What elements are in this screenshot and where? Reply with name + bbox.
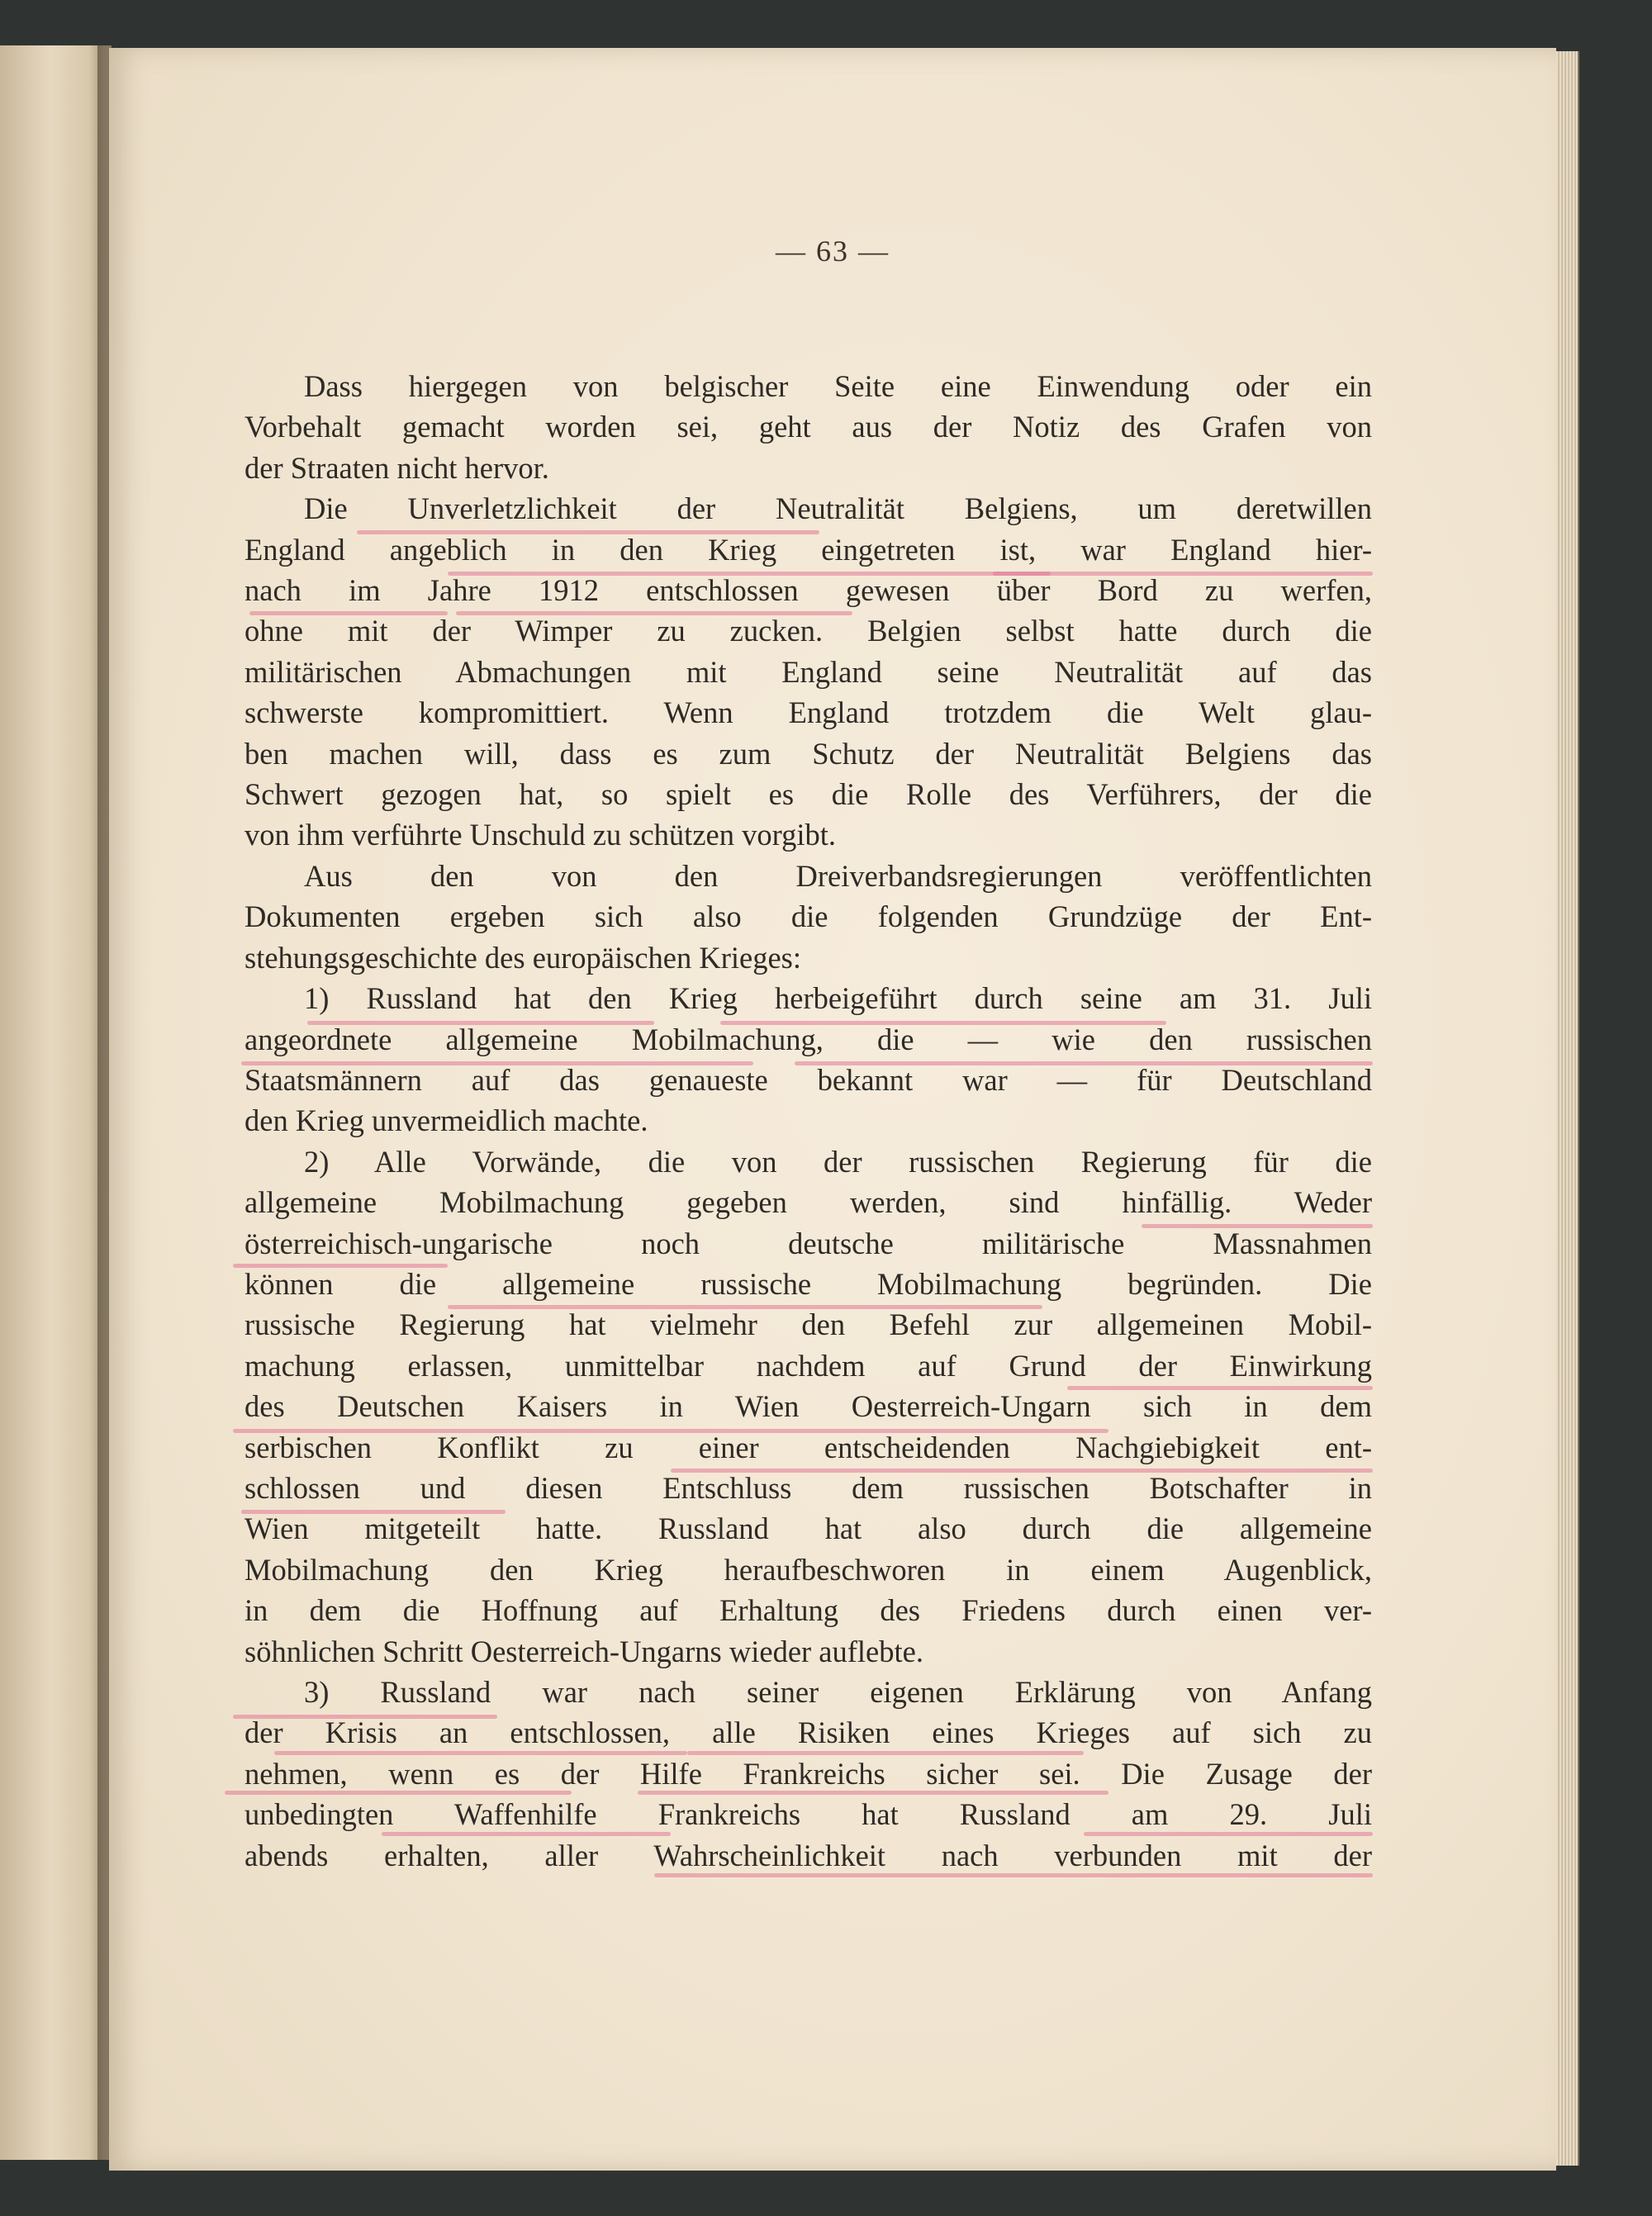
text-line: Die Unverletzlichkeit der Neutralität Belgiens, um deretwillen — [304, 491, 1372, 526]
text-line: England angeblich in den Krieg eingetreten ist, war England hier- — [244, 532, 1372, 567]
text-line: Staatsmännern auf das genaueste bekannt war — für Deutschland — [244, 1062, 1372, 1097]
text-line: Dokumenten ergeben sich also die folgenden Grundzüge der Ent- — [244, 899, 1372, 934]
text-line: Wien mitgeteilt hatte. Russland hat also durch die allgemeine — [244, 1511, 1372, 1546]
text-line: Aus den von den Dreiverbandsregierungen veröffentlichten — [304, 858, 1372, 893]
text-line: serbischen Konflikt zu einer entscheidenden Nachgiebigkeit ent- — [244, 1430, 1372, 1464]
text-line: söhnlichen Schritt Oesterreich-Ungarns wieder auflebte. — [244, 1634, 923, 1668]
text-line: Vorbehalt gemacht worden sei, geht aus der Notiz des Grafen von — [244, 410, 1372, 444]
text-line: nach im Jahre 1912 entschlossen gewesen über Bord zu werfen, — [244, 573, 1372, 608]
text-line: der Straaten nicht hervor. — [244, 450, 549, 485]
text-line: russische Regierung hat vielmehr den Befehl zur allgemeinen Mobil- — [244, 1307, 1372, 1342]
text-line: österreichisch-ungarische noch deutsche militärische Massnahmen — [244, 1226, 1372, 1260]
text-line: Schwert gezogen hat, so spielt es die Rolle des Verführers, der die — [244, 777, 1372, 812]
text-line: 2) Alle Vorwände, die von der russischen Regierung für die — [304, 1144, 1372, 1179]
text-line: militärischen Abmachungen mit England seine Neutralität auf das — [244, 654, 1372, 689]
text-line: unbedingten Waffenhilfe Frankreichs hat Russland am 29. Juli — [244, 1797, 1372, 1832]
text-line: des Deutschen Kaisers in Wien Oesterreich-Ungarn sich in dem — [244, 1389, 1372, 1424]
text-line: nehmen, wenn es der Hilfe Frankreichs sicher sei. Die Zusage der — [244, 1756, 1372, 1791]
text-line: der Krisis an entschlossen, alle Risiken eines Krieges auf sich zu — [244, 1715, 1372, 1750]
text-line: können die allgemeine russische Mobilmachung begründen. Die — [244, 1266, 1372, 1301]
text-line: machung erlassen, unmittelbar nachdem auf Grund der Einwirkung — [244, 1348, 1372, 1383]
text-line: 3) Russland war nach seiner eigenen Erklärung von Anfang — [304, 1675, 1372, 1709]
page-number: — 63 — — [776, 235, 890, 268]
page-stack-edges — [1553, 51, 1579, 2166]
body-text — [244, 366, 1372, 1876]
left-page-edge — [0, 45, 112, 2160]
text-line: stehungsgeschichte des europäischen Krieges: — [244, 940, 802, 975]
text-line: schlossen und diesen Entschluss dem russischen Botschafter in — [244, 1470, 1372, 1505]
text-line: ohne mit der Wimper zu zucken. Belgien selbst hatte durch die — [244, 614, 1372, 648]
text-line: in dem die Hoffnung auf Erhaltung des Friedens durch einen ver- — [244, 1593, 1372, 1628]
text-line: abends erhalten, aller Wahrscheinlichkeit nach verbunden mit der — [244, 1838, 1372, 1872]
book-page — [109, 48, 1556, 2171]
text-line: ben machen will, dass es zum Schutz der Neutralität Belgiens das — [244, 736, 1372, 771]
text-line: Dass hiergegen von belgischer Seite eine Einwendung oder ein — [304, 369, 1372, 403]
text-line: schwerste kompromittiert. Wenn England trotzdem die Welt glau- — [244, 695, 1372, 730]
text-line: allgemeine Mobilmachung gegeben werden, sind hinfällig. Weder — [244, 1185, 1372, 1220]
text-line: Mobilmachung den Krieg heraufbeschworen in einem Augenblick, — [244, 1552, 1372, 1587]
text-line: von ihm verführte Unschuld zu schützen vorgibt. — [244, 818, 836, 852]
text-line: 1) Russland hat den Krieg herbeigeführt durch seine am 31. Juli — [304, 981, 1372, 1016]
text-line: angeordnete allgemeine Mobilmachung, die — wie den russischen — [244, 1022, 1372, 1056]
text-line: den Krieg unvermeidlich machte. — [244, 1103, 648, 1138]
